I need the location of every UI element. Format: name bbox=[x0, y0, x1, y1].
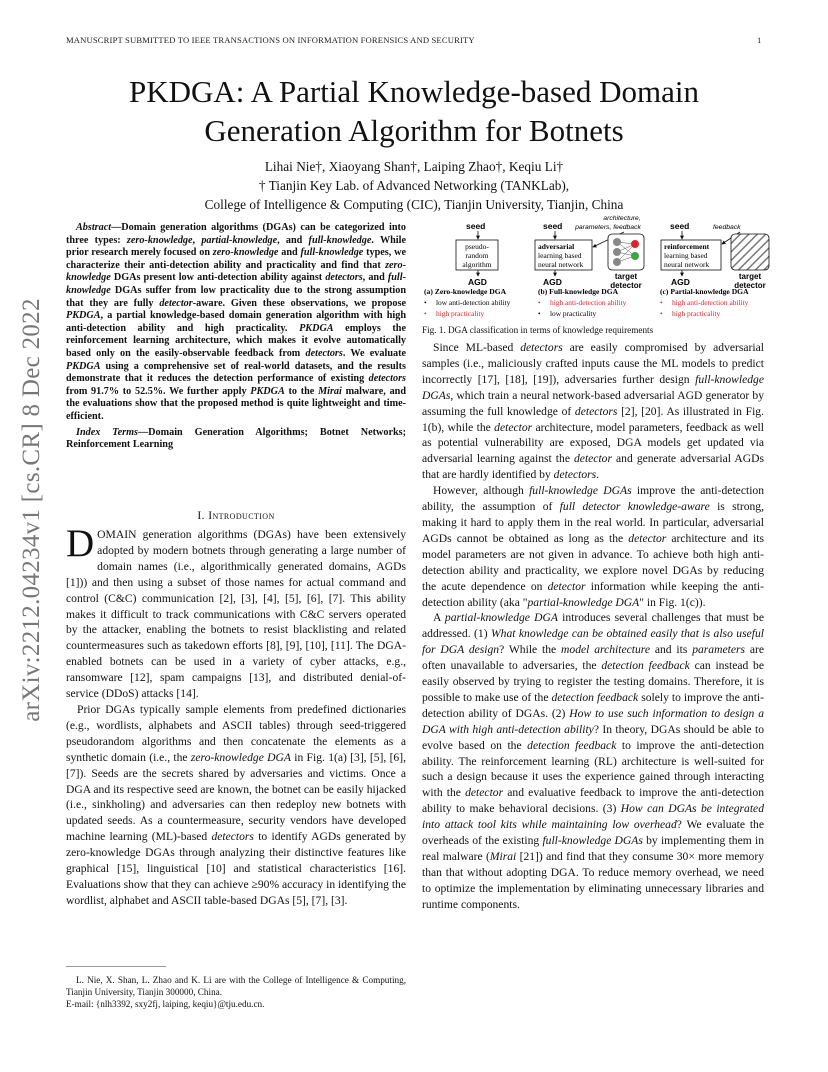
panel-c-title: (c) Partial-knowledge DGA bbox=[660, 287, 749, 296]
panel-a-title: (a) Zero-knowledge DGA bbox=[424, 287, 507, 296]
introduction-text bbox=[66, 522, 406, 909]
detector-label-b: detector bbox=[610, 281, 642, 290]
svg-text:learning based: learning based bbox=[538, 251, 582, 260]
author-names: Lihai Nie†, Xiaoyang Shan†, Laiping Zhao†, Keqiu Li† bbox=[264, 159, 564, 174]
parameters-feedback-label: parameters, feedback bbox=[575, 224, 641, 231]
svg-text:neural network: neural network bbox=[538, 260, 584, 269]
agd-label-c: AGD bbox=[671, 277, 690, 287]
figure-1 bbox=[422, 212, 772, 324]
svg-text:•: • bbox=[660, 298, 663, 307]
svg-text:learning based: learning based bbox=[664, 251, 708, 260]
seed-label-b: seed bbox=[543, 221, 563, 231]
page-number: 1 bbox=[757, 35, 762, 45]
panel-a-bullet-2: high practicality bbox=[436, 309, 485, 318]
panel-c bbox=[660, 221, 769, 318]
panel-b-bullet-1: high anti-detection ability bbox=[550, 298, 627, 307]
svg-text:•: • bbox=[424, 298, 427, 307]
right-column-text bbox=[422, 340, 764, 913]
panel-b bbox=[535, 215, 644, 318]
intro-paragraph-2: Prior DGAs typically sample elements from predefined dictionaries (e.g., wordlists, alphabets and ASCII tables) through seed-triggered pseudorandom algorithms and then concatenate the elements as a synthetic domain (i.e., the zero-knowledge DGA in Fig. 1(a) [3], [5], [6], [7]). Seeds are the secrets shared by adversaries and victims. Once a DGA and its respective seed are known, the botnet can be easily hijacked (i.e., sinkholing) and adversaries can then redeploy new botnets with updated seeds. As a countermeasure, security vendors have developed machine learning (ML)-based detectors to identify AGDs generated by zero-knowledge DGAs through analyzing their distinctive features like graphical [15], linguistical [10] and statistical characteristics [16]. Evaluations show that they can achieve ≥90% accuracy in identifying the wordlist, alphabet and ASCII table-based DGAs [5], [7], [3]. bbox=[66, 702, 406, 907]
hidden-detector-box bbox=[731, 234, 769, 270]
svg-text:•: • bbox=[660, 309, 663, 318]
detector-label-c: detector bbox=[734, 281, 766, 290]
figure-caption: Fig. 1. DGA classification in terms of knowledge requirements bbox=[422, 325, 654, 335]
drop-cap: D bbox=[66, 522, 95, 565]
abstract-body: Abstract—Domain generation algorithms (DGAs) can be categorized into three types: zero-knowledge, partial-knowledge, and full-knowledge. While prior research merely focused on zero-knowledge and full-knowledge types, we characterize their anti-detection ability and practicality and find that zero-knowledge DGAs present low anti-detection ability against detectors, and full-knowledge DGAs suffer from low practicality due to the strong assumption that they are fully detector-aware. Given these observations, we propose PKDGA, a partial knowledge-based domain generation algorithm with high anti-detection ability and high practicality. PKDGA employs the reinforcement learning architecture, which makes it evolve automatically based only on the easily-observable feedback from detectors. We evaluate PKDGA using a comprehensive set of real-world datasets, and the results demonstrate that it reduces the detection performance of existing detectors from 91.7% to 52.5%. We further apply PKDGA to the Mirai malware, and the evaluations show that the proposed method is quite lightweight and time-efficient. bbox=[66, 222, 407, 422]
seed-label-a: seed bbox=[466, 221, 486, 231]
architecture-label: architecture, bbox=[603, 215, 641, 222]
target-label-b: target bbox=[614, 272, 638, 281]
panel-a-bullet-1: low anti-detection ability bbox=[436, 298, 511, 307]
svg-text:reinforcement: reinforcement bbox=[664, 242, 710, 251]
affiliation-1: † Tianjin Key Lab. of Advanced Networking (TANKLab), bbox=[258, 178, 570, 193]
right-paragraph-1: Since ML-based detectors are easily compromised by adversarial samples (i.e., maliciously crafted inputs cause the ML models to predict incorrectly [17], [18], [19]), adversaries further design full-knowledge DGAs, which train a neural network-based adversarial AGD generator by assuming the full knowledge of detectors [2], [20]. As illustrated in Fig. 1(b), while the detector architecture, model parameters, feedback as well as potential vulnerability are exposed, DGA models get updated via adversarial learning against the detector and generate adversarial AGDs that are hardly identified by detectors. bbox=[422, 341, 764, 482]
seed-label-c: seed bbox=[670, 221, 690, 231]
right-paragraph-2: However, although full-knowledge DGAs improve the anti-detection ability, the assumption of full detector knowledge-aware is strong, making it hard to apply them in the real world. In particular, adversarial AGDs cannot be obtained as long as the detector architecture and its model parameters are not given in advance. To achieve both high anti-detection ability and practicality, we explore novel DGAs by reducing the acute dependence on detector information while keeping the anti-detection ability (aka "partial-knowledge DGA" in Fig. 1(c)). bbox=[422, 484, 765, 609]
agd-label-b: AGD bbox=[543, 277, 562, 287]
target-label-c: target bbox=[738, 272, 762, 281]
right-paragraph-3: A partial-knowledge DGA introduces several challenges that must be addressed. (1) What knowledge can be obtained easily that is also useful for DGA design? While the model architecture and its parameters are often unavailable to adversaries, the detection feedback can instead be easily observed by trying to register the testing domains. Therefore, it is possible to make use of the detection feedback solely to improve the anti-detection ability of DGAs. (2) How to use such information to design a DGA with high anti-detection ability? In theory, DGAs should be able to evolve based on the detection feedback to improve the anti-detection ability. The reinforcement learning (RL) architecture is well-suited for such a design because it uses the experience gained through interacting with the detector and evaluative feedback to improve the anti-detection ability to make behavioral decisions. (3) How can DGAs be integrated into attack tool kits while maintaining low overhead? We evaluate the overheads of the existing full-knowledge DGAs by implementing them in real malware (Mirai [21]) and find that they consume 30× more memory than that without adopting DGA. To reduce memory overhead, we need to optimize the implementation by eliminating unnecessary libraries and runtime components. bbox=[422, 611, 765, 911]
svg-text:adversarial: adversarial bbox=[538, 242, 575, 251]
section-heading: I. Introduction bbox=[197, 509, 275, 522]
panel-c-bullet-2: high practicality bbox=[672, 309, 721, 318]
agd-label-a: AGD bbox=[468, 277, 487, 287]
svg-text:pseudo-: pseudo- bbox=[465, 242, 489, 251]
panel-a bbox=[424, 221, 511, 318]
paper-title: PKDGA: A Partial Knowledge-based Domain Generation Algorithm for Botnets bbox=[129, 74, 699, 148]
abstract bbox=[66, 222, 406, 452]
svg-text:•: • bbox=[424, 309, 427, 318]
index-terms: Index Terms—Domain Generation Algorithms; Botnet Networks; Reinforcement Learning bbox=[66, 426, 406, 451]
svg-text:•: • bbox=[538, 309, 541, 318]
footnote: L. Nie, X. Shan, L. Zhao and K. Li are with the College of Intelligence & Computing, Tianjin University, Tianjin 300000, China. E-mail: {nlh3392, sxy2fj, laiping, keqiu}@tju.edu.cn. bbox=[66, 975, 406, 1010]
panel-b-bullet-2: low practicality bbox=[550, 309, 597, 318]
affiliation-2: College of Intelligence & Computing (CIC), Tianjin University, Tianjin, China bbox=[204, 197, 624, 212]
svg-text:neural network: neural network bbox=[664, 260, 710, 269]
intro-paragraph-1: DOMAIN generation algorithms (DGAs) have been extensively adopted by modern botnets through generating a large number of domain names (i.e., algorithmically generated domains, AGDs [1])) and then using a subset of those names for actual command and control (C&C) communication [2], [3], [4], [5], [6], [7]. This ability makes it difficult to track communications with C&C servers operated by the attacker, enabling the botnets to resist blacklisting and related countermeasures such as takedown efforts [8], [9], [10], [11]. The DGA-enabled botnets can be used in a variety of cyber attacks, e.g., ransomware [12], spam campaigns [13], and distributed denial-of-service (DDoS) attacks [14]. bbox=[66, 522, 406, 701]
running-header: MANUSCRIPT SUBMITTED TO IEEE TRANSACTIONS ON INFORMATION FORENSICS AND SECURITY bbox=[66, 35, 475, 45]
arxiv-stamp: arXiv:2212.04234v1 [cs.CR] 8 Dec 2022 bbox=[18, 298, 45, 722]
panel-c-bullet-1: high anti-detection ability bbox=[672, 298, 749, 307]
svg-text:random: random bbox=[465, 251, 489, 260]
feedback-label: feedback bbox=[713, 224, 741, 231]
svg-text:•: • bbox=[538, 298, 541, 307]
author-block bbox=[70, 157, 758, 214]
footnote-rule bbox=[66, 966, 166, 967]
panel-b-title: (b) Full-knowledge DGA bbox=[538, 287, 619, 296]
svg-text:algorithm: algorithm bbox=[462, 260, 492, 269]
